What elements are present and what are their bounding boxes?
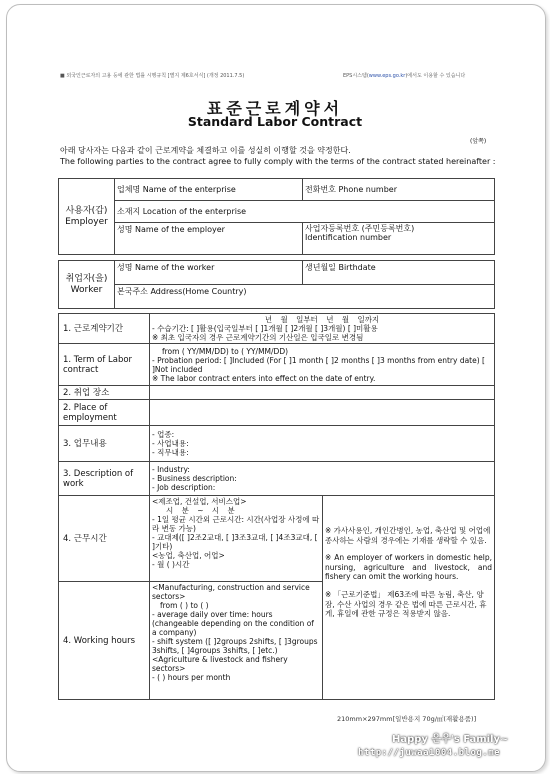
- reg-no-en: Identification number: [305, 233, 392, 242]
- employer-name-field[interactable]: 성명 Name of the employer: [115, 223, 303, 255]
- employer-label-en: Employer: [65, 216, 108, 227]
- job-ko-duty: - 직무내용:: [152, 448, 189, 457]
- eps-link[interactable]: www.eps.go.kr: [368, 73, 406, 79]
- job-ko-field[interactable]: [150, 426, 495, 462]
- hours-label-ko: 4. 근무시간: [59, 496, 150, 582]
- hours-en-sector2: <Agriculture & livestock and fishery sectors>: [152, 655, 288, 673]
- hours-ko-monthly: - 월 ( )시간: [152, 560, 190, 569]
- job-label-ko: 3. 업무내용: [59, 426, 150, 462]
- place-label-ko: 2. 취업 장소: [59, 386, 150, 400]
- job-en-field[interactable]: [150, 462, 495, 496]
- title-korean: 표준근로계약서: [206, 99, 344, 118]
- hours-ko-sector1: <제조업, 건설업, 서비스업>: [152, 497, 247, 506]
- watermark-family: Happy 은우's Family~: [392, 734, 509, 745]
- birthdate-field[interactable]: 생년월일 Birthdate: [303, 261, 495, 285]
- job-en-description: - Job description:: [152, 483, 216, 492]
- form-reference-note: ■ 외국인근로자의 고용 등에 관한 법률 시행규칙 [별지 제6호서식] (개정 2011.7.5): [60, 73, 245, 79]
- worker-label-en: Worker: [70, 284, 103, 295]
- hours-en-monthly: - ( ) hours per month: [152, 673, 231, 682]
- term-en-line2: - Probation period: [ ]Included (For [ ]1 month [ ]2 months [ ]3 months from entry date) [ ]Not included: [152, 355, 485, 374]
- employer-label: [59, 179, 115, 255]
- term-en-field[interactable]: [150, 344, 495, 386]
- hours-note-en: ※ An employer of workers in domestic help, nursing, agriculture and livestock, and fishery can omit the working hours.: [325, 553, 493, 582]
- hours-en-shift: - shift system ([ ]2groups 2shifts, [ ]3groups 3shifts, [ ]4groups 3shifts, [ ]etc.): [152, 637, 318, 655]
- term-label-ko: 1. 근로계약기간: [59, 314, 150, 344]
- hours-ko-overtime: - 1일 평균 시간외 근로시간: 시간(사업장 사정에 따라 변동 가능): [152, 515, 320, 533]
- job-ko-business: - 사업내용:: [152, 439, 189, 448]
- term-ko-line3: ※ 최초 입국자의 경우 근로계약기간의 기산일은 입국일로 변경됨: [152, 333, 364, 342]
- place-label-en: 2. Place of employment: [59, 400, 150, 426]
- job-ko-industry: - 업종:: [152, 430, 175, 439]
- term-en-line3: ※ The labor contract enters into effect on the date of entry.: [152, 373, 376, 383]
- place-en-field[interactable]: [150, 400, 495, 426]
- hours-note-ko: ※ 가사사용인, 개인간병인, 농업, 축산업 및 어업에 종사하는 사람의 경우에는 기재를 생략할 수 있음.: [325, 526, 491, 545]
- term-ko-field[interactable]: [150, 314, 495, 344]
- eps-system-note: [343, 72, 465, 79]
- worker-label-ko: 취업자(을): [65, 273, 108, 284]
- title-english: Standard Labor Contract: [187, 114, 363, 129]
- hours-ko-shift: - 교대제([ ]2조2교대, [ ]3조3교대, [ ]4조3교대, [ ]기타): [152, 533, 318, 551]
- hours-ko-time: 시 분 ~ 시 분: [166, 506, 235, 515]
- enterprise-location-field[interactable]: 소재지 Location of the enterprise: [115, 201, 495, 223]
- paper-size-note: 210mm×297mm[일반용지 70g/㎡(재활용품)]: [337, 715, 477, 723]
- home-address-field[interactable]: 본국주소 Address(Home Country): [115, 285, 495, 309]
- employer-label-ko: 사용자(갑): [65, 205, 108, 216]
- watermark-blog-url: http://juwaa1004.blog.me: [358, 748, 501, 758]
- hours-label-en: 4. Working hours: [59, 582, 150, 700]
- reg-no-ko: 사업자등록번호 (주민등록번호): [305, 224, 415, 233]
- hours-en-field[interactable]: [150, 582, 323, 700]
- hours-ko-field[interactable]: [150, 496, 323, 582]
- parties-table: [58, 178, 495, 309]
- terms-table: [58, 313, 495, 700]
- hours-en-time: from ( ) to ( ): [160, 601, 209, 610]
- phone-number-field[interactable]: 전화번호 Phone number: [303, 179, 495, 201]
- job-en-industry: - Industry:: [152, 465, 190, 474]
- hours-note-labor-act: ※ 「근로기준법」 제63조에 따른 농림, 축산, 양잠, 수산 사업의 경우 같은 법에 따른 근로시간, 휴게, 휴일에 관한 규정은 적용받지 않음.: [325, 589, 487, 619]
- front-side-label: (앞쪽): [470, 138, 487, 145]
- intro-english: The following parties to the contract agree to fully comply with the terms of the contract stated hereinafter :: [60, 157, 496, 166]
- term-label-en: 1. Term of Labor contract: [59, 344, 150, 386]
- eps-note-pre: EPS시스템(: [343, 73, 369, 79]
- identification-number-field[interactable]: [303, 223, 495, 255]
- place-ko-field[interactable]: [150, 386, 495, 400]
- hours-notes: [323, 496, 495, 700]
- term-ko-line1: 년 월 일부터 년 월 일까지: [264, 315, 380, 324]
- worker-label: [59, 261, 115, 309]
- job-en-business: - Business description:: [152, 474, 237, 483]
- term-en-line1: from ( YY/MM/DD) to ( YY/MM/DD): [162, 346, 289, 356]
- job-label-en: 3. Description of work: [59, 462, 150, 496]
- enterprise-name-field[interactable]: 업체명 Name of the enterprise: [115, 179, 303, 201]
- hours-en-overtime: - average daily over time: hours (changeable depending on the condition of a company): [152, 610, 314, 637]
- term-ko-line2: - 수습기간: [ ]활용(입국일부터 [ ]1개월 [ ]2개월 [ ]3개월) [ ]미활용: [152, 324, 378, 333]
- hours-en-sector1: <Manufacturing, construction and service sectors>: [152, 583, 310, 601]
- worker-name-field[interactable]: 성명 Name of the worker: [115, 261, 303, 285]
- eps-note-post: )에서도 이용할 수 있습니다: [405, 73, 466, 79]
- intro-korean: 아래 당사자는 다음과 같이 근로계약을 체결하고 이를 성실히 이행할 것을 약정한다.: [60, 146, 351, 155]
- hours-ko-sector2: <농업, 축산업, 어업>: [152, 551, 225, 560]
